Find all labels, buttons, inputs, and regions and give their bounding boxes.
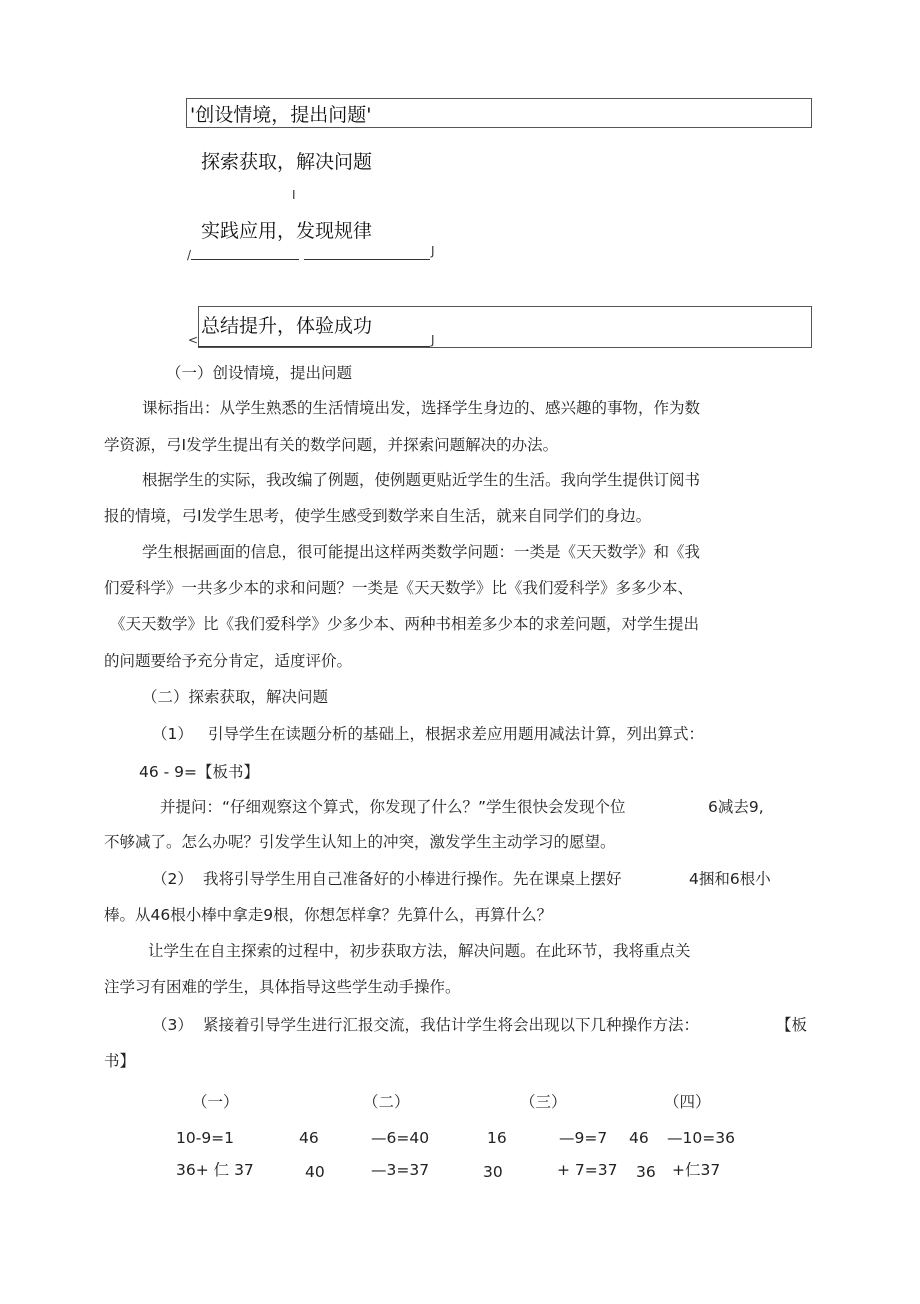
flow-connector: I xyxy=(292,188,296,202)
flow-underline-1b xyxy=(304,259,430,260)
section1-para3-line3: 《天天数学》比《我们爱科学》少多少本、两种书相差多少本的求差问题，对学生提出 xyxy=(110,615,700,633)
item2-line1-a: 我将引导学生用自己准备好的小棒进行操作。先在课桌上摆好 xyxy=(203,870,622,888)
item3-number: （3） xyxy=(152,1016,193,1034)
flow-bracket-left-1: / xyxy=(187,248,192,262)
explore-line1: 让学生在自主探索的过程中，初步获取方法，解决问题。在此环节，我将重点关 xyxy=(148,942,691,960)
item1-number: （1） xyxy=(152,725,193,743)
row2-col2: 40 xyxy=(305,1163,325,1181)
item3-line1-a: 紧接着引导学生进行汇报交流，我估计学生将会出现以下几种操作方法： xyxy=(203,1016,700,1034)
row1-col1: 10-9=1 xyxy=(176,1129,235,1147)
flow-step-2: 探索获取，解决问题 xyxy=(201,151,373,173)
section2-heading: （二）探索获取，解决问题 xyxy=(142,688,329,706)
row2-col5: + 7=37 xyxy=(557,1161,618,1179)
row2-col4: 30 xyxy=(483,1163,503,1181)
item2-line2: 棒。从46根小棒中拿走9根，你想怎样拿？先算什么，再算什么？ xyxy=(104,906,553,924)
section1-heading: （一）创设情境，提出问题 xyxy=(166,364,353,382)
section1-para1-line1: 课标指出：从学生熟悉的生活情境出发，选择学生身边的、感兴趣的事物，作为数 xyxy=(142,399,701,417)
row2-col6: 36 xyxy=(636,1163,656,1181)
row1-col6: 46 xyxy=(629,1129,649,1147)
explore-line2: 注学习有困难的学生，具体指导这些学生动手操作。 xyxy=(104,978,461,996)
item1-text: 引导学生在读题分析的基础上，根据求差应用题用减法计算，列出算式： xyxy=(208,725,705,743)
item2-line1-b: 4捆和6根小 xyxy=(689,870,771,888)
question-line1-a: 并提问：“仔细观察这个算式，你发现了什么？”学生很快会发现个位 xyxy=(160,798,626,816)
row1-col7: —10=36 xyxy=(667,1129,735,1147)
method-label-3: （三） xyxy=(520,1093,567,1111)
item2-number: （2） xyxy=(152,870,193,888)
section1-para3-line4: 的问题要给予充分肯定，适度评价。 xyxy=(104,652,353,670)
question-line2: 不够减了。怎么办呢？引发学生认知上的冲突，激发学生主动学习的愿望。 xyxy=(104,833,616,851)
formula: 46 - 9=【板书】 xyxy=(139,763,260,781)
item3-line2: 书】 xyxy=(104,1052,136,1070)
question-line1-b: 6减去9, xyxy=(708,798,764,816)
row1-col5: —9=7 xyxy=(559,1129,608,1147)
flow-step-4: 总结提升，体验成功 xyxy=(201,315,373,337)
method-label-1: （一） xyxy=(192,1093,239,1111)
row2-col3: —3=37 xyxy=(371,1161,430,1179)
row2-col1: 36+ 仁 37 xyxy=(176,1161,254,1179)
flow-step-3: 实践应用，发现规律 xyxy=(201,220,373,242)
row2-col7: +仁37 xyxy=(672,1161,721,1179)
flow-step-1: '创设情境，提出问题' xyxy=(190,104,372,126)
flow-bracket-right-2: J xyxy=(431,333,435,347)
row1-col2: 46 xyxy=(299,1129,319,1147)
flow-underline-1a xyxy=(191,259,299,260)
section1-para2-line1: 根据学生的实际，我改编了例题，使例题更贴近学生的生活。我向学生提供订阅书 xyxy=(142,471,701,489)
section1-para1-line2: 学资源，弓I发学生提出有关的数学问题，并探索问题解决的办法。 xyxy=(104,436,559,454)
item3-line1-b: 【板 xyxy=(776,1016,808,1034)
flow-bracket-left-2: < xyxy=(188,333,199,347)
method-label-2: （二） xyxy=(363,1093,410,1111)
flow-bracket-right-1: J xyxy=(431,244,435,258)
section1-para3-line1: 学生根据画面的信息，很可能提出这样两类数学问题：一类是《天天数学》和《我 xyxy=(142,543,701,561)
method-label-4: （四） xyxy=(664,1093,711,1111)
row1-col3: —6=40 xyxy=(371,1129,430,1147)
section1-para2-line2: 报的情境，弓I发学生思考，使学生感受到数学来自生活，就来自同学们的身边。 xyxy=(104,507,652,525)
flow-underline-2 xyxy=(198,346,430,347)
row1-col4: 16 xyxy=(487,1129,507,1147)
section1-para3-line2: 们爱科学》一共多少本的求和问题？一类是《天天数学》比《我们爱科学》多多少本、 xyxy=(104,579,694,597)
